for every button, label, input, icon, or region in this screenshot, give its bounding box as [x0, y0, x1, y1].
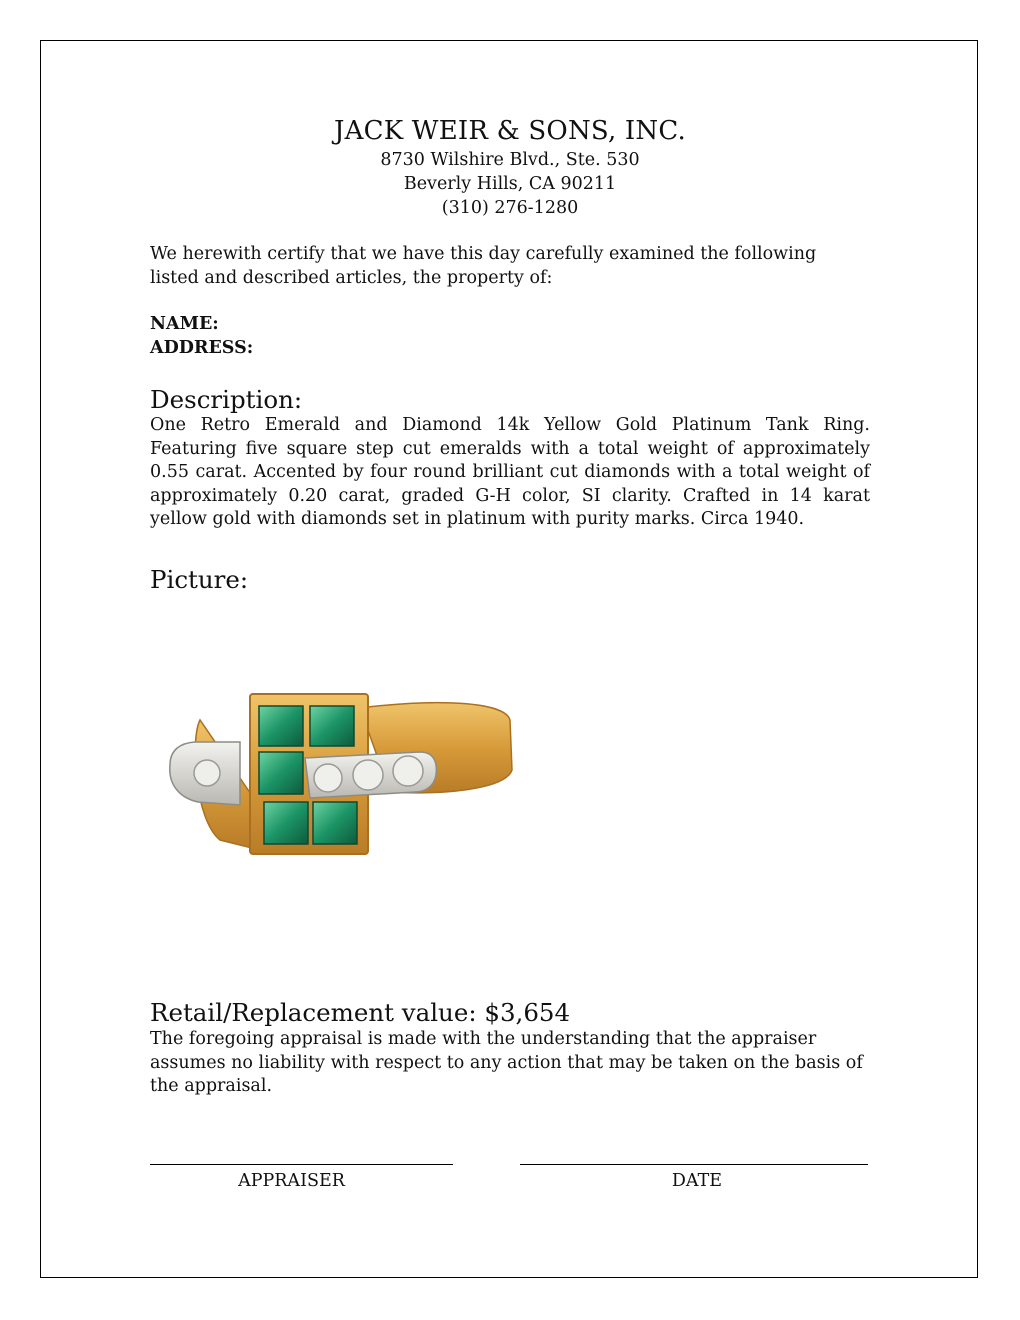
company-name: JACK WEIR & SONS, INC.	[334, 116, 686, 146]
company-phone: (310) 276-1280	[441, 198, 579, 218]
appraisal-disclaimer: The foregoing appraisal is made with the understanding that the appraiser assumes no liability with respect to any action that may be taken on the basis of the appraisal.	[150, 1029, 863, 1097]
name-label: NAME:	[150, 314, 219, 334]
company-address-line2: Beverly Hills, CA 90211	[403, 174, 617, 194]
date-label: DATE	[671, 1171, 723, 1191]
company-address-line1: 8730 Wilshire Blvd., Ste. 530	[380, 150, 640, 170]
picture-heading: Picture:	[150, 565, 249, 594]
owner-fields	[150, 312, 870, 360]
letterhead	[0, 114, 1020, 220]
address-label: ADDRESS:	[150, 338, 254, 358]
ring-photo	[160, 680, 520, 870]
appraiser-signature-line	[150, 1164, 453, 1165]
description-heading: Description:	[150, 385, 303, 414]
appraiser-label: APPRAISER	[238, 1171, 345, 1191]
description-body: One Retro Emerald and Diamond 14k Yellow Gold Platinum Tank Ring. Featuring five square step cut emeralds with a total weight of approximately 0.55 carat. Accented by four round brilliant cut diamonds with a total weight of approximately 0.20 carat, graded G-H color, SI clarity. Crafted in 14 karat yellow gold with diamonds set in platinum with purity marks. Circa 1940.	[150, 415, 870, 530]
ring-illustration	[160, 680, 520, 870]
date-signature-line	[520, 1164, 868, 1165]
retail-value-heading: Retail/Replacement value: $3,654	[150, 998, 571, 1027]
certification-intro: We herewith certify that we have this day carefully examined the following listed and described articles, the property of:	[150, 244, 817, 288]
